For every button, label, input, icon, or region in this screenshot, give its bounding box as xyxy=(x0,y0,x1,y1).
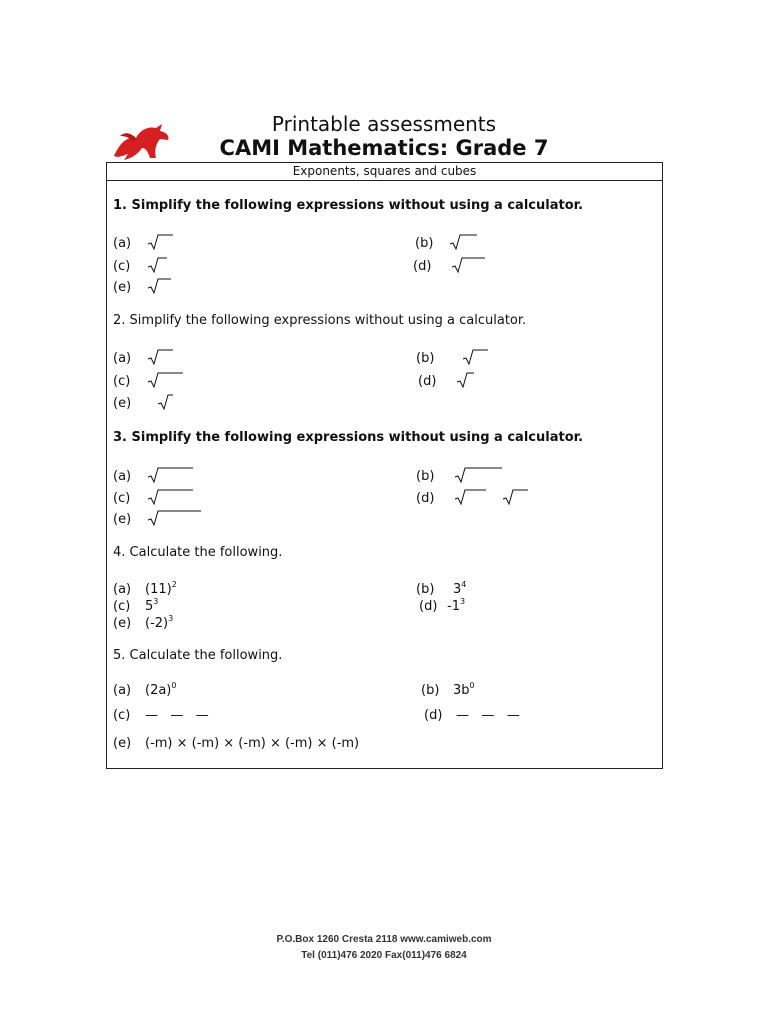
radical-icon xyxy=(147,257,167,273)
assessment-frame xyxy=(106,162,663,769)
radical-icon xyxy=(147,372,183,388)
q2-item-a: (a) xyxy=(113,349,173,366)
q2-item-e: (e) xyxy=(113,394,173,411)
q1-item-b: (b) xyxy=(415,234,477,251)
q5-item-c: (c) — — — xyxy=(113,708,209,723)
question-2-heading: 2. Simplify the following expressions without using a calculator. xyxy=(113,313,527,328)
q3-item-a: (a) xyxy=(113,467,193,484)
radical-icon xyxy=(449,234,477,250)
q1-item-d: (d) xyxy=(413,257,485,274)
radical-icon xyxy=(502,489,528,505)
q3-item-d: (d) xyxy=(416,489,528,506)
question-3-heading: 3. Simplify the following expressions without using a calculator. xyxy=(113,430,584,445)
radical-icon xyxy=(454,489,486,505)
q5-item-a: (a) $(2a)^0$ xyxy=(113,681,177,698)
page-title-line2: CAMI Mathematics: Grade 7 xyxy=(219,136,549,160)
question-4-heading: 4. Calculate the following. xyxy=(113,545,283,560)
radical-icon xyxy=(147,467,193,483)
q4-item-c: (c) $5^3$ xyxy=(113,597,159,614)
question-1-heading: 1. Simplify the following expressions without using a calculator. xyxy=(113,198,584,213)
q4-item-e: (e) $(-2)^3$ xyxy=(113,614,174,631)
radical-icon xyxy=(147,234,173,250)
radical-icon xyxy=(454,467,502,483)
q3-item-c: (c) xyxy=(113,489,193,506)
radical-icon xyxy=(147,489,193,505)
q2-item-b: (b) xyxy=(416,349,488,366)
q4-item-d: (d) $-1^3$ xyxy=(419,597,466,614)
q5-item-d: (d) — — — xyxy=(424,708,520,723)
radical-icon xyxy=(456,372,474,388)
q2-item-c: (c) xyxy=(113,372,183,389)
q3-item-e: (e) xyxy=(113,510,201,527)
radical-icon xyxy=(157,394,173,410)
radical-icon xyxy=(451,257,485,273)
q2-item-d: (d) xyxy=(418,372,474,389)
q5-item-b: (b) $3b^0$ xyxy=(421,681,475,698)
radical-icon xyxy=(147,349,173,365)
q1-item-e: (e) xyxy=(113,278,171,295)
q4-item-a: (a) $(11)^2$ xyxy=(113,580,177,597)
radical-icon xyxy=(147,510,201,526)
question-5-heading: 5. Calculate the following. xyxy=(113,648,283,663)
q1-item-a: (a) xyxy=(113,234,173,251)
section-subtitle: Exponents, squares and cubes xyxy=(106,162,663,181)
q4-item-b: (b) $3^4$ xyxy=(416,580,467,597)
radical-icon xyxy=(147,278,171,294)
radical-icon xyxy=(462,349,488,365)
q5-item-e: (e) (-m) × (-m) × (-m) × (-m) × (-m) xyxy=(113,736,360,751)
q1-item-c: (c) xyxy=(113,257,167,274)
footer-address: P.O.Box 1260 Cresta 2118 www.camiweb.com xyxy=(276,934,492,945)
footer-contact: Tel (011)476 2020 Fax(011)476 6824 xyxy=(301,950,467,961)
page-title-line1: Printable assessments xyxy=(271,112,497,136)
q3-item-b: (b) xyxy=(416,467,502,484)
